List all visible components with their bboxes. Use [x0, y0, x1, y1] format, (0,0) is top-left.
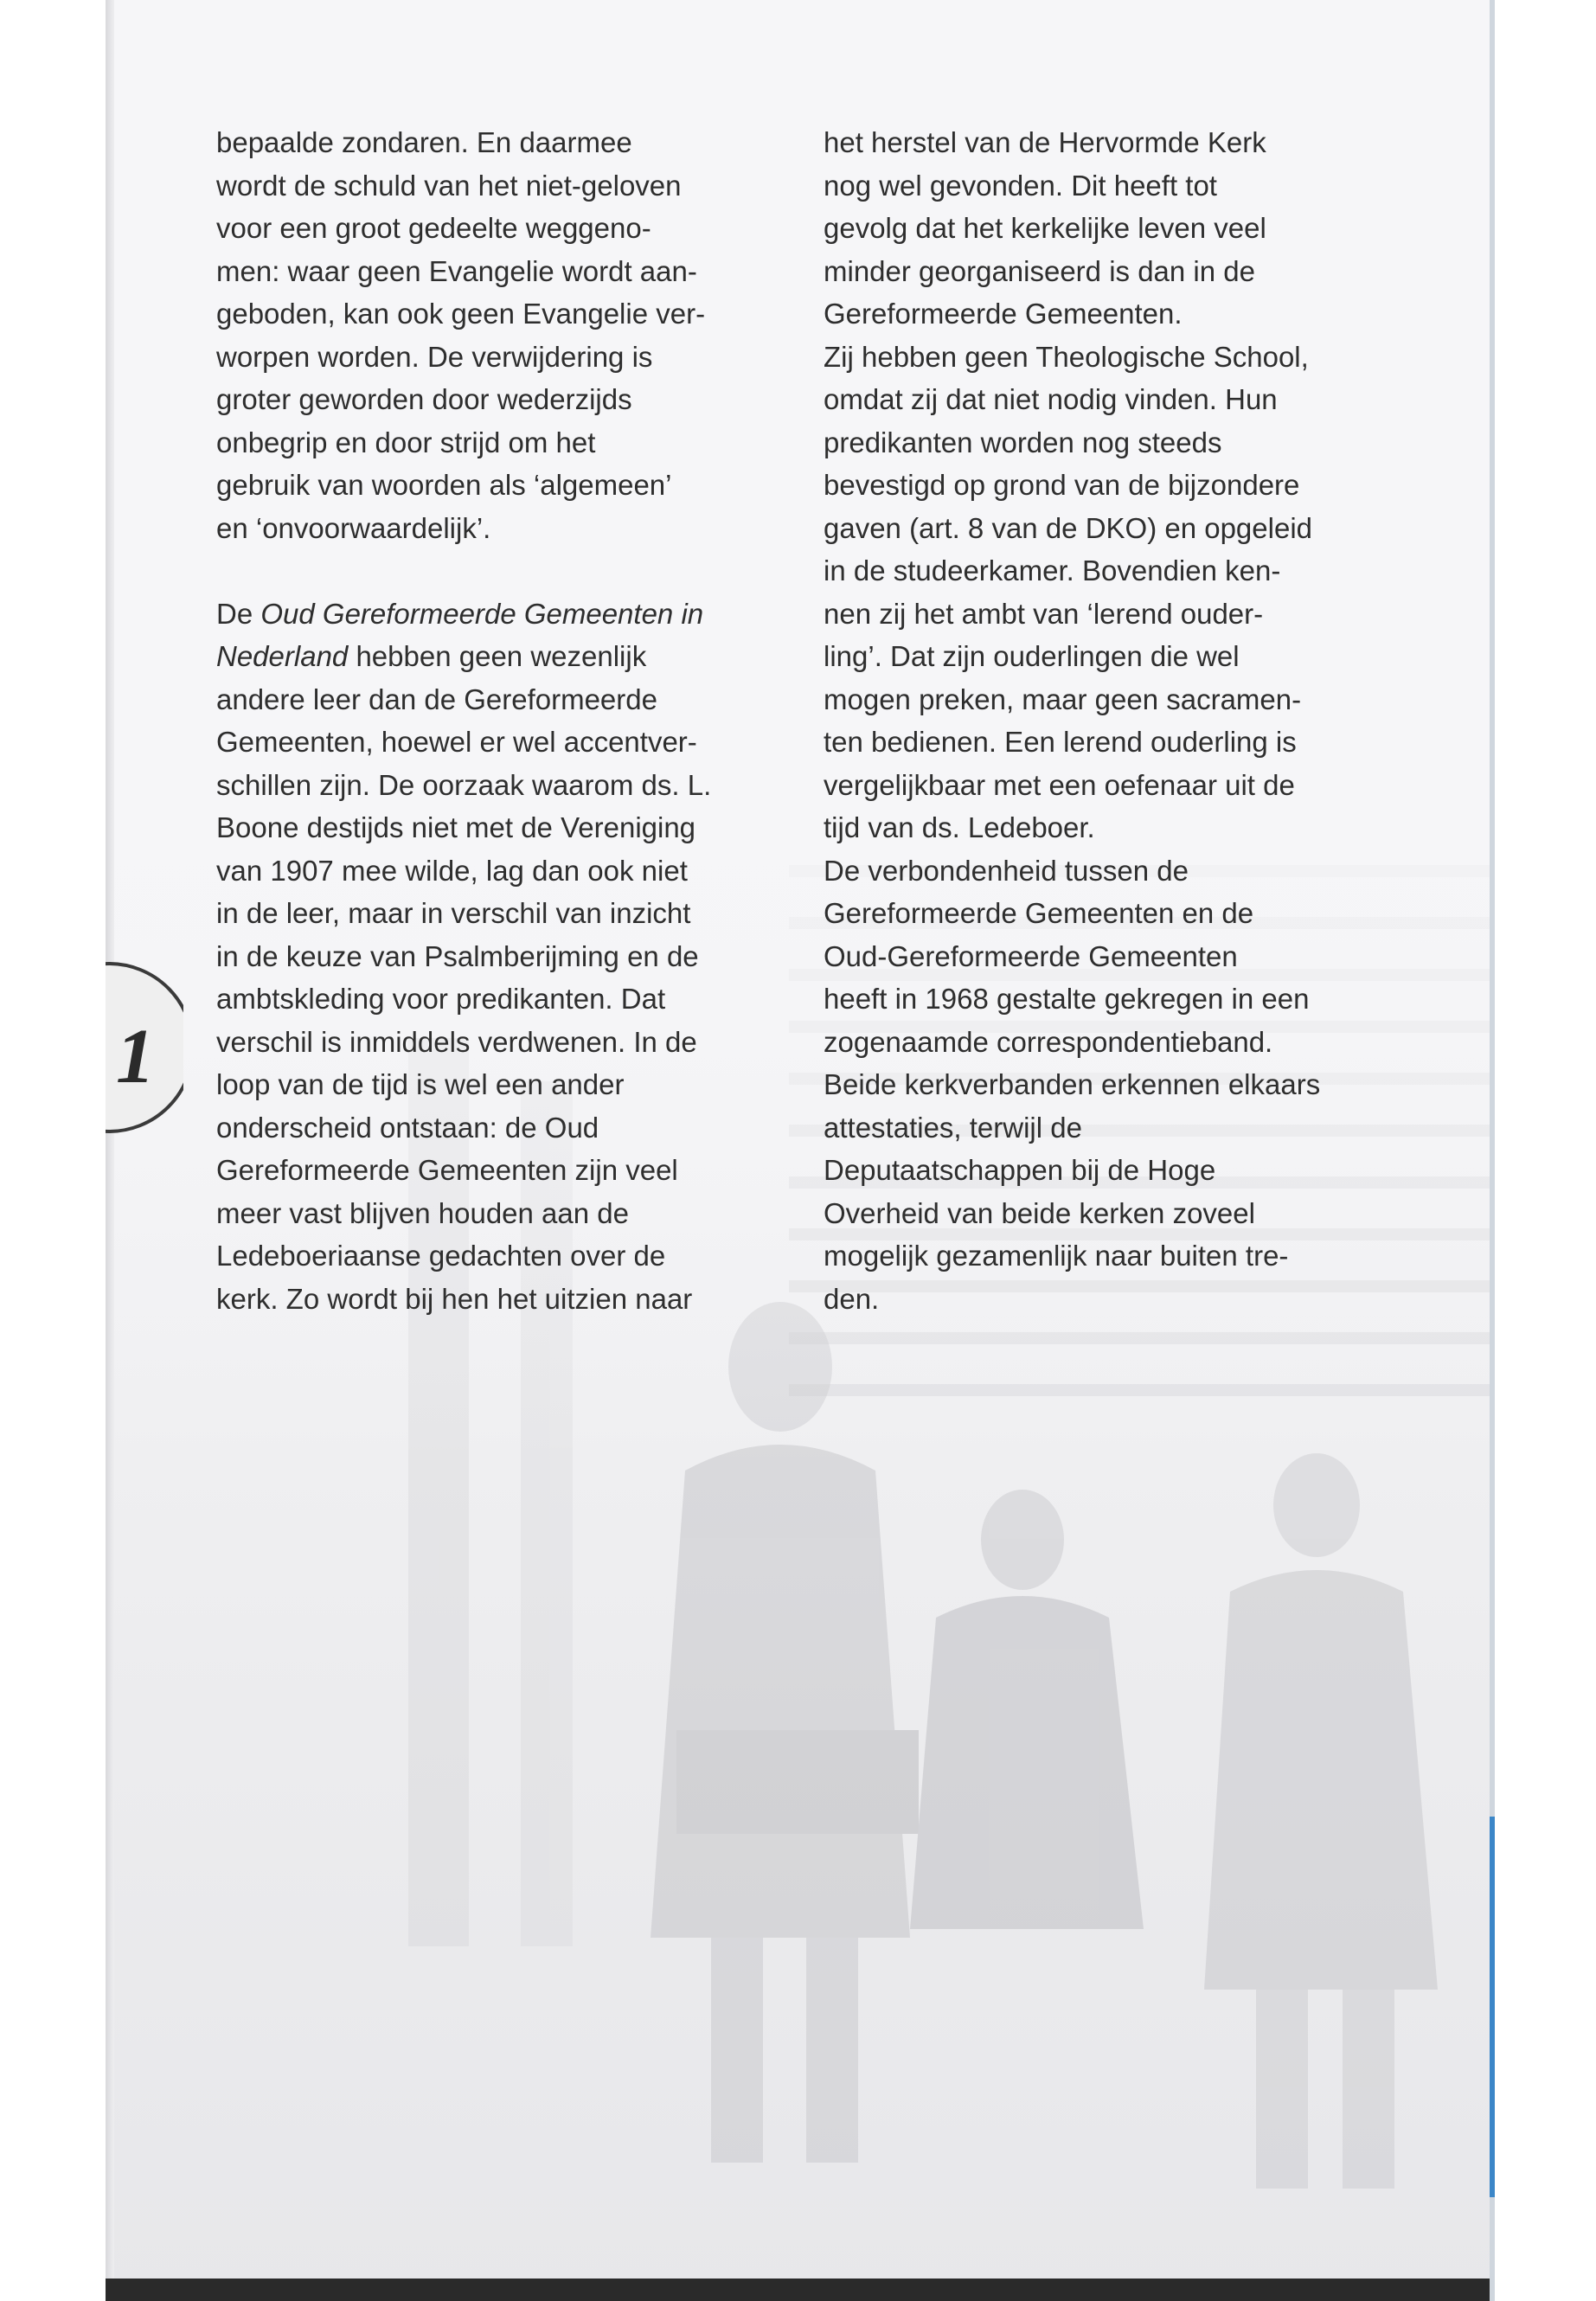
text-line: worpen worden. De verwijdering is: [216, 340, 653, 373]
text-line: den.: [824, 1282, 880, 1315]
text-line: predikanten worden nog steeds: [824, 426, 1222, 458]
text-line: het herstel van de Hervormde Kerk: [824, 126, 1266, 158]
text-line: Deputaatschappen bij de Hoge: [824, 1154, 1216, 1186]
text-line: [216, 635, 770, 678]
text-column-right: [824, 121, 1377, 1320]
text-line: Gereformeerde Gemeenten.: [824, 298, 1183, 330]
text-line: Oud-Gereformeerde Gemeenten: [824, 939, 1238, 972]
text-line: en ‘onvoorwaardelijk’.: [216, 511, 491, 544]
page-fold-edge: [106, 0, 114, 2301]
text-line: in de studeerkamer. Bovendien ken-: [824, 554, 1281, 586]
text-line: groter geworden door wederzijds: [216, 383, 632, 415]
text-line: [216, 593, 770, 636]
text-line: gebruik van woorden als ‘algemeen’: [216, 469, 672, 501]
text-line: Zij hebben geen Theologische School,: [824, 340, 1309, 373]
text-line: ling’. Dat zijn ouderlingen die wel: [824, 640, 1240, 672]
text-line: heeft in 1968 gestalte gekregen in een: [824, 983, 1310, 1015]
text-line: kerk. Zo wordt bij hen het uitzien naar: [216, 1282, 693, 1315]
text-line: gevolg dat het kerkelijke leven veel: [824, 212, 1266, 244]
text-line: bepaalde zondaren. En daarmee: [216, 126, 632, 158]
text-line: omdat zij dat niet nodig vinden. Hun: [824, 383, 1278, 415]
scan-bottom-border: [106, 2279, 1490, 2301]
tab-number-glyph: 1: [116, 1014, 155, 1099]
scan-right-margin: [1490, 0, 1596, 2301]
text-run: hebben geen wezenlijk: [348, 640, 647, 672]
text-line: nog wel gevonden. Dit heeft tot: [824, 169, 1217, 202]
text-line: loop van de tijd is wel een ander: [216, 1068, 625, 1100]
text-line: bevestigd op grond van de bijzondere: [824, 469, 1300, 501]
text-line: vergelijkbaar met een oefenaar uit de: [824, 768, 1295, 801]
church-name-italic: Oud Gereformeerde Gemeenten in: [260, 597, 704, 630]
text-line: in de leer, maar in verschil van inzicht: [216, 897, 691, 929]
page-tab-marker: [106, 952, 183, 1150]
text-line: nen zij het ambt van ‘lerend ouder-: [824, 597, 1264, 630]
text-line: mogelijk gezamenlijk naar buiten tre-: [824, 1240, 1289, 1272]
text-line: in de keuze van Psalmberijming en de: [216, 939, 699, 972]
text-line: gaven (art. 8 van de DKO) en opgeleid: [824, 511, 1313, 544]
text-line: van 1907 mee wilde, lag dan ook niet: [216, 854, 688, 887]
text-line: onbegrip en door strijd om het: [216, 426, 596, 458]
text-line: men: waar geen Evangelie wordt aan-: [216, 254, 697, 287]
text-line: ten bedienen. Een lerend ouderling is: [824, 726, 1297, 758]
text-line: wordt de schuld van het niet-geloven: [216, 169, 682, 202]
text-line: schillen zijn. De oorzaak waarom ds. L.: [216, 768, 712, 801]
text-line: tijd van ds. Ledeboer.: [824, 811, 1095, 843]
text-line: zogenaamde correspondentieband.: [824, 1025, 1273, 1058]
scan-left-margin: [0, 0, 111, 2301]
church-name-italic: Nederland: [216, 640, 349, 672]
text-line: mogen preken, maar geen sacramen-: [824, 683, 1302, 715]
text-line: voor een groot gedeelte weggeno-: [216, 212, 651, 244]
text-line: Beide kerkverbanden erkennen elkaars: [824, 1068, 1321, 1100]
text-line: onderscheid ontstaan: de Oud: [216, 1111, 599, 1144]
text-line: andere leer dan de Gereformeerde: [216, 683, 657, 715]
text-column-left: [216, 121, 770, 1320]
text-line: geboden, kan ook geen Evangelie ver-: [216, 298, 706, 330]
text-line: Overheid van beide kerken zoveel: [824, 1196, 1255, 1229]
paragraph-gap: [216, 549, 770, 593]
text-line: Gemeenten, hoewel er wel accentver-: [216, 726, 697, 758]
text-line: Gereformeerde Gemeenten en de: [824, 897, 1254, 929]
text-line: meer vast blijven houden aan de: [216, 1196, 629, 1229]
text-run: De: [216, 597, 261, 630]
text-line: De verbondenheid tussen de: [824, 854, 1189, 887]
text-line: minder georganiseerd is dan in de: [824, 254, 1255, 287]
text-line: Ledeboeriaanse gedachten over de: [216, 1240, 666, 1272]
text-line: attestaties, terwijl de: [824, 1111, 1082, 1144]
blue-edge-stripe: [1490, 1817, 1495, 2197]
text-line: ambtskleding voor predikanten. Dat: [216, 983, 666, 1015]
text-line: Gereformeerde Gemeenten zijn veel: [216, 1154, 678, 1186]
text-line: Boone destijds niet met de Vereniging: [216, 811, 696, 843]
text-line: verschil is inmiddels verdwenen. In de: [216, 1025, 697, 1058]
